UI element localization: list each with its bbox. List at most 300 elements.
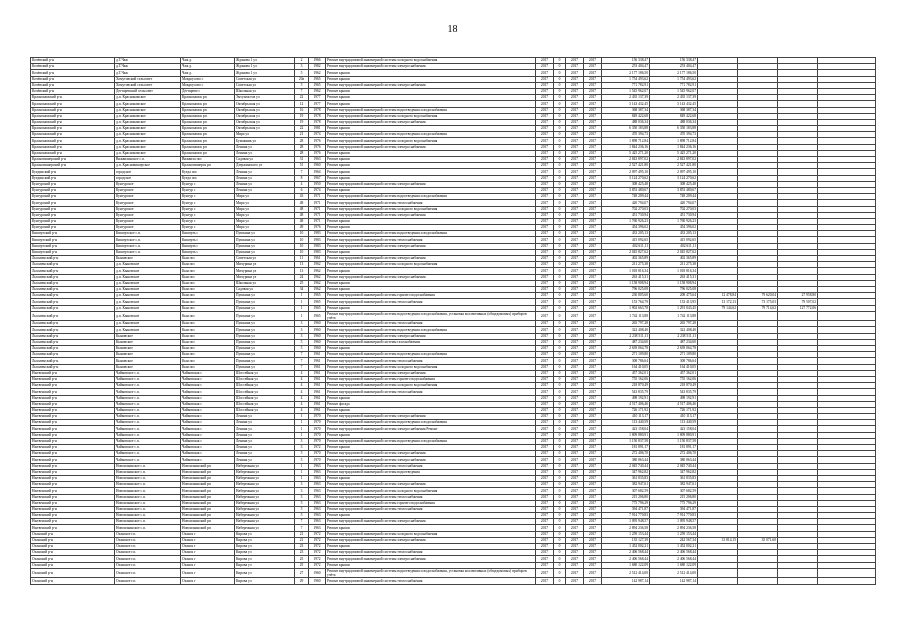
cell-cost: 726 171,92: [602, 407, 650, 413]
cell-year_from: 2017: [566, 58, 584, 64]
cell-year_plan: 2017: [536, 132, 554, 138]
cell-count: 0: [554, 525, 566, 531]
cell-locality: Оханск г: [181, 531, 235, 537]
table-row: [31, 311, 876, 321]
cell-district: Кочёвский р-н: [31, 76, 115, 82]
cell-settlement: Чайковское с.п.: [115, 426, 181, 432]
cell-locality: Чайковская с: [181, 383, 235, 389]
cell-work: Ремонт внутридомовой инженерной системы водоотведения и водоснабжения: [326, 352, 536, 358]
cell-settlement: д.п. Краснокамское: [115, 150, 181, 156]
cell-settlement: д.п. Кыновское: [115, 305, 181, 311]
cell-year: 1983: [309, 243, 326, 249]
cell-settlement: Чайковское с.п.: [115, 451, 181, 457]
cell-year_to: 2017: [584, 225, 602, 231]
cell-street: Кирова ул: [235, 531, 295, 537]
cell-cost_fund: 1 742 113,88: [650, 311, 698, 321]
cell-count: 0: [554, 280, 566, 286]
cell-district: Краснокамский р-н: [31, 107, 115, 113]
cell-locality: Дегтярево с: [181, 88, 235, 94]
cell-count: 0: [554, 150, 566, 156]
cell-year_from: 2017: [566, 519, 584, 525]
cell-cost: 3 143 432,45: [602, 101, 650, 107]
cell-locality: Кунгур с: [181, 225, 235, 231]
cell-locality: Чаж д.: [181, 70, 235, 76]
cell-year_plan: 2017: [536, 513, 554, 519]
cell-year_plan: 2017: [536, 262, 554, 268]
cell-year_plan: 2017: [536, 194, 554, 200]
cell-year_plan: 2017: [536, 138, 554, 144]
cell-settlement: Новоильинское с.п.: [115, 482, 181, 488]
cell-settlement: Чайковское с.п.: [115, 401, 181, 407]
cell-cost_fund: 1 291 043,45: [650, 305, 698, 311]
cell-year: 1960: [309, 568, 326, 578]
cell-district: Нытвенский р-н: [31, 500, 115, 506]
cell-work: Ремонт внутридомовой инженерной системы теплоснабжения: [326, 389, 536, 395]
cell-district: Лысьвенский р-н: [31, 299, 115, 305]
cell-cost_fund: 796 025,08: [650, 286, 698, 292]
cell-cost_fund: 2 527 421,80: [650, 163, 698, 169]
cell-year_to: 2017: [584, 95, 602, 101]
cell-year_from: 2017: [566, 531, 584, 537]
cell-house: 43: [295, 194, 309, 200]
cell-house: 3: [295, 321, 309, 327]
cell-work: Ремонт внутридомовой инженерной системы теплоснабжения: [326, 358, 536, 364]
cell-year_to: 2017: [584, 451, 602, 457]
cell-year_plan: 2017: [536, 321, 554, 327]
cell-work: Ремонт крыши: [326, 150, 536, 156]
cell-count: 0: [554, 500, 566, 506]
cell-year_plan: 2017: [536, 445, 554, 451]
cell-count: 0: [554, 389, 566, 395]
cell-year_from: 2017: [566, 346, 584, 352]
cell-work: Ремонт внутридомовой инженерной системы электроснабжения: [326, 82, 536, 88]
cell-street: Советская ул: [235, 76, 295, 82]
cell-district: Нытвенский р-н: [31, 475, 115, 481]
cell-cost_fund: 2 894 236,58: [650, 525, 698, 531]
cell-count: 0: [554, 212, 566, 218]
cell-cost_fund: 1 095 948,57: [650, 519, 698, 525]
cell-work: Ремонт внутридомовой инженерной системы холодного водоснабжения: [326, 262, 536, 268]
cell-year_to: 2017: [584, 364, 602, 370]
cell-street: Октябрьская ул: [235, 101, 295, 107]
cell-count: 0: [554, 107, 566, 113]
cell-s3: [778, 578, 818, 584]
cell-district: Нытвенский р-н: [31, 370, 115, 376]
cell-work: Ремонт внутридомовой инженерной системы электроснабжения: [326, 119, 536, 125]
cell-cost: 394 471,87: [602, 506, 650, 512]
cell-settlement: д.п. Краснокамское: [115, 95, 181, 101]
cell-cost_fund: 451 730,94: [650, 212, 698, 218]
cell-year: 1965: [309, 82, 326, 88]
cell-locality: Кын пос: [181, 327, 235, 333]
cell-street: Набережная ул: [235, 519, 295, 525]
cell-settlement: Новоильинское с.п.: [115, 525, 181, 531]
cell-year: 1960: [309, 339, 326, 345]
cell-house: 1: [295, 432, 309, 438]
cell-year_plan: 2017: [536, 76, 554, 82]
cell-street: Пушкина ул: [235, 237, 295, 243]
cell-year_to: 2017: [584, 126, 602, 132]
cell-house: 2: [295, 58, 309, 64]
cell-street: Ленина ул: [235, 169, 295, 175]
cell-district: Нытвенский р-н: [31, 463, 115, 469]
cell-count: 0: [554, 82, 566, 88]
cell-cost_fund: 4 517 406,46: [650, 401, 698, 407]
cell-count: 0: [554, 544, 566, 550]
cell-year_to: 2017: [584, 299, 602, 305]
cell-work: Ремонт внутридомовой инженерной системы водоотведения и водоснабжения: [326, 420, 536, 426]
cell-year_from: 2017: [566, 420, 584, 426]
cell-street: Пушкина ул: [235, 243, 295, 249]
cell-district: Лысьвенский р-н: [31, 305, 115, 311]
cell-year_plan: 2017: [536, 163, 554, 169]
cell-cost_fund: 380 863,44: [650, 457, 698, 463]
cell-settlement: Чайковское с.п.: [115, 407, 181, 413]
cell-year_plan: 2017: [536, 225, 554, 231]
cell-district: Лысьвенский р-н: [31, 321, 115, 327]
cell-year_plan: 2017: [536, 426, 554, 432]
cell-year_to: 2017: [584, 305, 602, 311]
cell-cost: 402 365,89: [602, 256, 650, 262]
cell-cost_fund: 488 036,34: [650, 119, 698, 125]
cell-year: 1972: [309, 537, 326, 543]
cell-cost: 1 095 948,57: [602, 519, 650, 525]
cell-year_to: 2017: [584, 537, 602, 543]
cell-locality: Кын пос: [181, 256, 235, 262]
cell-settlement: Кыновское: [115, 364, 181, 370]
cell-cost: 2 843 897,02: [602, 157, 650, 163]
cell-year_plan: 2017: [536, 370, 554, 376]
cell-cost: 775 796,29: [602, 500, 650, 506]
cell-locality: Кын пос: [181, 286, 235, 292]
cell-year_from: 2017: [566, 383, 584, 389]
cell-cost: 451 730,94: [602, 212, 650, 218]
cell-cost: 253 404,47: [602, 64, 650, 70]
cell-cost_fund: 7 914 770,83: [650, 513, 698, 519]
cell-settlement: Чайковское с.п.: [115, 395, 181, 401]
cell-street: Ленина ул: [235, 414, 295, 420]
cell-year_from: 2017: [566, 327, 584, 333]
cell-settlement: Оханское г.п.: [115, 568, 181, 578]
cell-district: Красновишерский р-н: [31, 157, 115, 163]
cell-cost_fund: 2 406 568,44: [650, 556, 698, 562]
cell-district: Нытвенский р-н: [31, 395, 115, 401]
cell-settlement: Новоильинское с.п.: [115, 488, 181, 494]
cell-year: 1976: [309, 225, 326, 231]
cell-year_from: 2017: [566, 157, 584, 163]
cell-locality: Оханск г: [181, 550, 235, 556]
cell-year_from: 2017: [566, 101, 584, 107]
cell-count: 0: [554, 138, 566, 144]
cell-cost_fund: 2 045 827,62: [650, 249, 698, 255]
cell-street: Кирова ул: [235, 550, 295, 556]
cell-year_from: 2017: [566, 494, 584, 500]
cell-count: 0: [554, 157, 566, 163]
cell-house: 7: [295, 358, 309, 364]
cell-district: Нытвенский р-н: [31, 488, 115, 494]
cell-year_plan: 2017: [536, 280, 554, 286]
cell-house: 8: [295, 175, 309, 181]
cell-settlement: Кунгурское: [115, 194, 181, 200]
cell-district: Кунгурский р-н: [31, 206, 115, 212]
cell-street: Шоссейная ул: [235, 389, 295, 395]
cell-year_from: 2017: [566, 311, 584, 321]
cell-year_from: 2017: [566, 426, 584, 432]
cell-year_from: 2017: [566, 126, 584, 132]
table-body: [31, 58, 876, 585]
cell-year: 1972: [309, 445, 326, 451]
cell-work: Ремонт внутридомовой инженерной системы электроснабжения: [326, 537, 536, 543]
cell-work: Ремонт внутридомовой инженерной системы водоотведения и водоснабжения: [326, 132, 536, 138]
cell-locality: Кын пос: [181, 299, 235, 305]
page-number: 18: [447, 24, 458, 35]
cell-year: 1970: [309, 432, 326, 438]
cell-year: 1976: [309, 138, 326, 144]
cell-street: Жданова 1 ул: [235, 64, 295, 70]
cell-year: 1972: [309, 562, 326, 568]
cell-year_plan: 2017: [536, 181, 554, 187]
cell-cost: 1 898 712,84: [602, 138, 650, 144]
cell-year_plan: 2017: [536, 500, 554, 506]
cell-year: 1950: [309, 181, 326, 187]
cell-house: 21: [295, 132, 309, 138]
cell-year_from: 2017: [566, 475, 584, 481]
cell-locality: Мокроусово с: [181, 82, 235, 88]
cell-year_to: 2017: [584, 256, 602, 262]
cell-street: Пушкина ул: [235, 327, 295, 333]
cell-year_from: 2017: [566, 218, 584, 224]
cell-work: Ремонт крыши: [326, 562, 536, 568]
cell-year_plan: 2017: [536, 327, 554, 333]
cell-year_plan: 2017: [536, 544, 554, 550]
cell-work: Ремонт внутридомовой инженерной системы электроснабжения: [326, 274, 536, 280]
cell-year_plan: 2017: [536, 395, 554, 401]
cell-house: 7: [295, 169, 309, 175]
cell-house: 48: [295, 206, 309, 212]
cell-count: 0: [554, 578, 566, 584]
cell-house: 10: [295, 231, 309, 237]
cell-locality: Кын пос: [181, 305, 235, 311]
cell-year_plan: 2017: [536, 187, 554, 193]
cell-settlement: Новоильинское с.п.: [115, 494, 181, 500]
cell-count: 0: [554, 550, 566, 556]
cell-year_to: 2017: [584, 513, 602, 519]
cell-district: Кунгурский р-н: [31, 225, 115, 231]
cell-district: Нытвенский р-н: [31, 519, 115, 525]
cell-street: Мичурина ул: [235, 274, 295, 280]
cell-settlement: Чайковское с.п.: [115, 370, 181, 376]
cell-settlement: Кишертское с.п.: [115, 249, 181, 255]
cell-work: Ремонт внутридомовой инженерной системы горячего водоснабжения: [326, 376, 536, 382]
cell-street: Кирова ул: [235, 556, 295, 562]
cell-year_to: 2017: [584, 562, 602, 568]
cell-cost_fund: 1 844 236,16: [650, 144, 698, 150]
cell-district: Краснокамский р-н: [31, 95, 115, 101]
cell-cost: 454 396,02: [602, 225, 650, 231]
cell-year_to: 2017: [584, 132, 602, 138]
cell-work: Ремонт внутридомовой инженерной системы водоотведения и водоснабжения: [326, 231, 536, 237]
cell-locality: Оханск г: [181, 544, 235, 550]
cell-street: Мира ул: [235, 132, 295, 138]
cell-year: 1962: [309, 268, 326, 274]
cell-work: Ремонт внутридомовой инженерной системы электроснабжения: [326, 212, 536, 218]
cell-year: 1978: [309, 113, 326, 119]
cell-settlement: Кыновское: [115, 256, 181, 262]
cell-year_to: 2017: [584, 438, 602, 444]
cell-year_to: 2017: [584, 206, 602, 212]
cell-street: Ленина ул: [235, 438, 295, 444]
cell-year_plan: 2017: [536, 286, 554, 292]
cell-street: Пушкина ул: [235, 311, 295, 321]
cell-house: 1: [295, 299, 309, 305]
cell-cost_fund: 1 809 880,91: [650, 432, 698, 438]
cell-year_from: 2017: [566, 175, 584, 181]
cell-district: Нытвенский р-н: [31, 420, 115, 426]
cell-settlement: Новоильинское с.п.: [115, 506, 181, 512]
cell-district: Кунгурский р-н: [31, 194, 115, 200]
cell-year: 1970: [309, 426, 326, 432]
cell-settlement: Чайковское с.п.: [115, 376, 181, 382]
cell-year_plan: 2017: [536, 157, 554, 163]
cell-street: Пушкина ул: [235, 339, 295, 345]
cell-cost: 307 682,59: [602, 488, 650, 494]
cell-district: Нытвенский р-н: [31, 525, 115, 531]
cell-cost_fund: 2 435 137,39: [650, 95, 698, 101]
cell-house: 19: [295, 113, 309, 119]
cell-year: 1963: [309, 463, 326, 469]
cell-cost: 7 914 770,83: [602, 513, 650, 519]
cell-work: Ремонт внутридомовой инженерной системы холодного водоснабжения: [326, 206, 536, 212]
cell-year_from: 2017: [566, 568, 584, 578]
cell-year: 1963: [309, 513, 326, 519]
cell-year_from: 2017: [566, 364, 584, 370]
cell-cost: 5 425 271,20: [602, 150, 650, 156]
cell-settlement: Новоильинское с.п.: [115, 500, 181, 506]
cell-work: Ремонт крыши: [326, 280, 536, 286]
cell-cost_fund: 702 270,03: [650, 206, 698, 212]
cell-house: 4: [295, 383, 309, 389]
cell-year_from: 2017: [566, 82, 584, 88]
cell-s1: [698, 578, 738, 584]
cell-house: 7: [295, 364, 309, 370]
cell-house: 5: [295, 457, 309, 463]
cell-settlement: Кунгурское: [115, 206, 181, 212]
cell-work: Ремонт внутридомовой инженерной системы водоотведения и водоснабжения, установка коллективных (общедомовых) приборов учёта: [326, 311, 536, 321]
cell-house: 5: [295, 500, 309, 506]
cell-year_from: 2017: [566, 181, 584, 187]
cell-year_from: 2017: [566, 206, 584, 212]
cell-house: 4: [295, 401, 309, 407]
cell-year_to: 2017: [584, 243, 602, 249]
cell-count: 0: [554, 339, 566, 345]
cell-house: 10: [295, 237, 309, 243]
cell-year_plan: 2017: [536, 556, 554, 562]
cell-cost_fund: 402 611,11: [650, 243, 698, 249]
cell-year_from: 2017: [566, 537, 584, 543]
cell-s1: [698, 568, 738, 578]
cell-count: 0: [554, 401, 566, 407]
cell-locality: Кын пос: [181, 268, 235, 274]
cell-year_to: 2017: [584, 82, 602, 88]
cell-year_plan: 2017: [536, 401, 554, 407]
cell-house: 5: [295, 82, 309, 88]
cell-count: 0: [554, 513, 566, 519]
cell-work: Ремонт внутридомовой инженерной системы электроснабжения: [326, 414, 536, 420]
cell-district: Нытвенский р-н: [31, 407, 115, 413]
cell-year_plan: 2017: [536, 469, 554, 475]
cell-cost: 2 435 137,39: [602, 95, 650, 101]
cell-cost_fund: 470 394,73: [650, 132, 698, 138]
cell-year_to: 2017: [584, 383, 602, 389]
cell-locality: Куеда пос: [181, 175, 235, 181]
cell-district: Лысьвенский р-н: [31, 280, 115, 286]
cell-year: 1983: [309, 237, 326, 243]
cell-district: Нытвенский р-н: [31, 426, 115, 432]
cell-cost: 322 408,40: [602, 327, 650, 333]
cell-count: 0: [554, 457, 566, 463]
cell-year_from: 2017: [566, 432, 584, 438]
cell-locality: Кунгур с: [181, 206, 235, 212]
cell-count: 0: [554, 119, 566, 125]
cell-cost_fund: 2 639 064,78: [650, 346, 698, 352]
cell-year_plan: 2017: [536, 95, 554, 101]
cell-year_plan: 2017: [536, 231, 554, 237]
cell-work: Ремонт внутридомовой инженерной системы теплоснабжения: [326, 463, 536, 469]
cell-count: 0: [554, 407, 566, 413]
cell-house: 51: [295, 163, 309, 169]
cell-cost_fund: 1 898 712,84: [650, 138, 698, 144]
cell-count: 0: [554, 126, 566, 132]
cell-year_plan: 2017: [536, 256, 554, 262]
cell-year_plan: 2017: [536, 64, 554, 70]
cell-year_to: 2017: [584, 218, 602, 224]
cell-year_plan: 2017: [536, 578, 554, 584]
cell-year_to: 2017: [584, 231, 602, 237]
cell-district: Краснокамский р-н: [31, 132, 115, 138]
cell-settlement: Хомутовский сельсовет: [115, 76, 181, 82]
cell-year_to: 2017: [584, 144, 602, 150]
cell-year_to: 2017: [584, 163, 602, 169]
cell-year_to: 2017: [584, 311, 602, 321]
cell-year_to: 2017: [584, 544, 602, 550]
cell-count: 0: [554, 286, 566, 292]
cell-year: 1982: [309, 64, 326, 70]
cell-year: 1977: [309, 101, 326, 107]
cell-year_from: 2017: [566, 401, 584, 407]
cell-year_plan: 2017: [536, 150, 554, 156]
cell-cost_fund: 410 113,17: [650, 414, 698, 420]
cell-settlement: д.п. Кыновское: [115, 311, 181, 321]
cell-count: 0: [554, 506, 566, 512]
cell-cost_fund: 308 786,64: [650, 358, 698, 364]
cell-cost_fund: 402 365,89: [650, 256, 698, 262]
cell-work: Ремонт крыши: [326, 70, 536, 76]
cell-year_from: 2017: [566, 358, 584, 364]
cell-street: Кирова ул: [235, 568, 295, 578]
cell-cost: 1 018 816,34: [602, 268, 650, 274]
cell-locality: Краснокамск рп: [181, 138, 235, 144]
cell-year: 1981: [309, 126, 326, 132]
cell-house: 3: [295, 488, 309, 494]
cell-year_plan: 2017: [536, 506, 554, 512]
cell-cost: 487 234,60: [602, 339, 650, 345]
cell-settlement: Кишертское с.п.: [115, 243, 181, 249]
cell-house: 10: [295, 243, 309, 249]
cell-settlement: Оханское г.п.: [115, 531, 181, 537]
cell-district: Оханский р-н: [31, 556, 115, 562]
cell-house: 49: [295, 225, 309, 231]
cell-cost: 849 422,68: [602, 113, 650, 119]
